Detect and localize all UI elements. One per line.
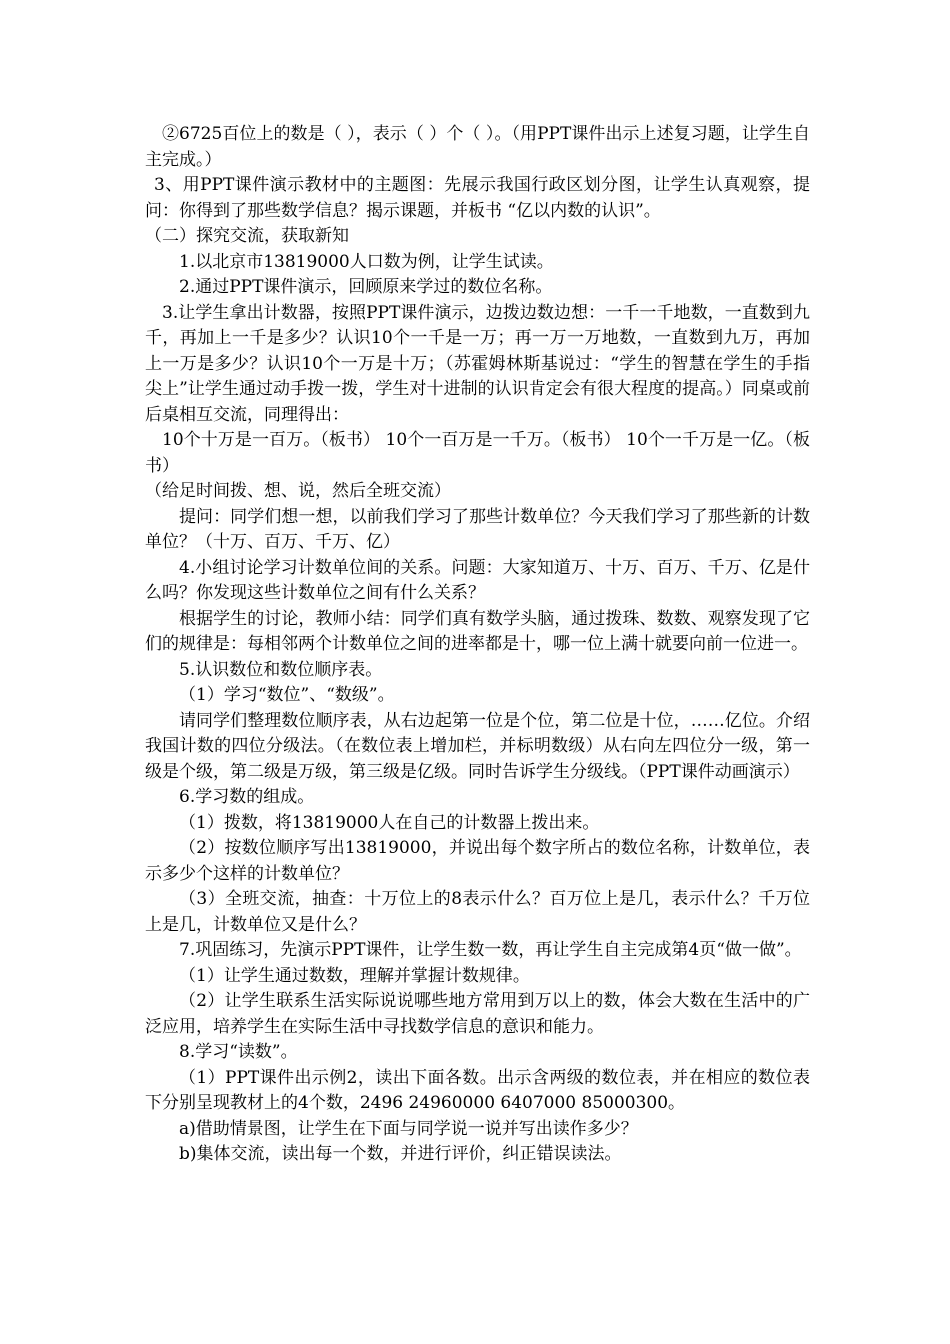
paragraph-life-application: （2）让学生联系生活实际说说哪些地方常用到万以上的数，体会大数在生活中的广泛应用，培养学生在实际生活中寻找数学信息的意识和能力。 bbox=[145, 991, 810, 1037]
section-heading-explore: （二）探究交流，获取新知 bbox=[145, 226, 349, 246]
paragraph-review-question: ②6725百位上的数是（ ），表示（ ）个（ ）。（用PPT课件出示上述复习题，让学生自主完成。） bbox=[145, 124, 810, 170]
paragraph-dial-number: （1）拨数，将13819000人在自己的计数器上拨出来。 bbox=[179, 812, 600, 833]
paragraph-board-writing: 10个十万是一百万。（板书） 10个一百万是一千万。（板书） 10个一千万是一亿。（板书） bbox=[145, 430, 810, 476]
paragraph-review-place-names: 2.通过PPT课件演示，回顾原来学过的数位名称。 bbox=[179, 277, 553, 297]
document-body bbox=[145, 122, 810, 1168]
paragraph-teacher-summary: 根据学生的讨论，教师小结：同学们真有数学头脑，通过拨珠、数数、观察发现了它们的规律是：每相邻两个计数单位之间的进率都是十，哪一位上满十就要向前一位进一。 bbox=[145, 608, 810, 654]
paragraph-class-discussion: （给足时间拨、想、说，然后全班交流） bbox=[145, 481, 451, 501]
paragraph-counting-rule: （1）让学生通过数数，理解并掌握计数规律。 bbox=[179, 965, 530, 986]
paragraph-write-number: （2）按数位顺序写出13819000，并说出每个数字所占的数位名称，计数单位，表示多少个这样的计数单位？ bbox=[145, 838, 810, 884]
paragraph-step-b: b)集体交流，读出每一个数，并进行评价，纠正错误读法。 bbox=[179, 1144, 622, 1164]
paragraph-beijing-population: 1.以北京市13819000人口数为例，让学生试读。 bbox=[179, 251, 554, 272]
paragraph-place-value-table: 5.认识数位和数位顺序表。 bbox=[179, 659, 383, 680]
paragraph-group-discussion: 4.小组讨论学习计数单位间的关系。问题：大家知道万、十万、百万、千万、亿是什么吗？你发现这些计数单位之间有什么关系？ bbox=[145, 557, 810, 603]
paragraph-learn-digits-levels: （1）学习“数位”、“数级”。 bbox=[179, 685, 395, 705]
paragraph-example-2: （1）PPT课件出示例2，读出下面各数。出示含两级的数位表，并在相应的数位表下分别呈现教材上的4个数，2496 24960000 6407000 85000300。 bbox=[145, 1067, 810, 1113]
paragraph-class-check: （3）全班交流，抽查：十万位上的8表示什么？百万位上是几，表示什么？千万位上是几，计数单位又是什么？ bbox=[145, 889, 810, 935]
paragraph-number-composition: 6.学习数的组成。 bbox=[179, 787, 315, 807]
paragraph-organize-table: 请同学们整理数位顺序表，从右边起第一位是个位，第二位是十位，……亿位。介绍我国计数的四位分级法。（在数位表上增加栏，并标明数级）从右向左四位分一级，第一级是个级，第二级是万级，第三级是亿级。同时告诉学生分级线。（PPT课件动画演示） bbox=[145, 710, 810, 782]
paragraph-counter-activity: 3.让学生拿出计数器，按照PPT课件演示，边拨边数边想：一千一千地数，一直数到九千，再加上一千是多少？认识10个一千是一万；再一万一万地数，一直数到九万，再加上一万是多少？认识10个一万是十万；（苏霍姆林斯基说过：“学生的智慧在学生的手指尖上”让学生通过动手拨一拨，学生对十进制的认识肯定会有很大程度的提高。）同桌或前后桌相互交流，同理得出： bbox=[145, 302, 810, 425]
paragraph-theme-image: 3、用PPT课件演示教材中的主题图：先展示我国行政区划分图，让学生认真观察，提问：你得到了那些数学信息？揭示课题，并板书 “亿以内数的认识”。 bbox=[145, 175, 810, 221]
paragraph-consolidation: 7.巩固练习，先演示PPT课件，让学生数一数，再让学生自主完成第4页“做一做”。 bbox=[179, 940, 802, 960]
paragraph-learn-reading: 8.学习“读数”。 bbox=[179, 1042, 298, 1062]
paragraph-step-a: a)借助情景图，让学生在下面与同学说一说并写出读作多少？ bbox=[179, 1118, 638, 1139]
paragraph-question-units: 提问：同学们想一想，以前我们学习了那些计数单位？今天我们学习了那些新的计数单位？（十万、百万、千万、亿） bbox=[145, 506, 810, 552]
